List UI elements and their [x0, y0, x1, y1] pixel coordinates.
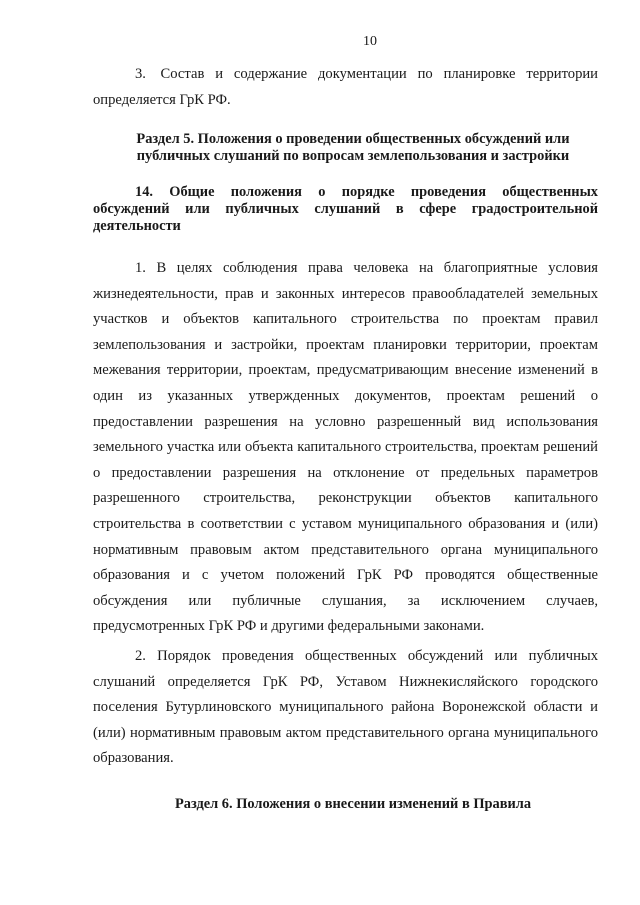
section-6-heading: Раздел 6. Положения о внесении изменений в Правила — [174, 796, 532, 812]
section-5-heading: Раздел 5. Положения о проведении общественных обсуждений или публичных слушаний по вопросам землепользования и застройки — [136, 131, 570, 164]
item-3-paragraph: 3. Состав и содержание документации по планировке территории определяется ГрК РФ. — [93, 66, 598, 108]
page-number: 10 — [363, 34, 377, 49]
article-14-heading: 14. Общие положения о порядке проведения общественных обсуждений или публичных слушаний в сфере градостроительной деятельности — [93, 184, 598, 234]
paragraph-2: 2. Порядок проведения общественных обсуждений или публичных слушаний определяется ГрК РФ, Уставом Нижнекисляйского городского поселения Бутурлиновского муниципального района Воронежской области и (или) нормативным правовым актом представительного органа муниципального образования. — [93, 648, 598, 767]
paragraph-1: 1. В целях соблюдения права человека на благоприятные условия жизнедеятельности, прав и законных интересов правообладателей земельных участков и объектов капитального строительства по проектам правил землепользования и застройки, проектам планировки территории, проектам межевания территории, проектам, предусматривающим внесение изменений в один из указанных утвержденных документов, проектам решений о предоставлении разрешения на условно разрешенный вид использования земельного участка или объекта капитального строительства, проектам решений о предоставлении разрешения на отклонение от предельных параметров разрешенного строительства, реконструкции объектов капитального строительства в соответствии с уставом муниципального образования и (или) нормативным правовым актом представительного органа муниципального образования и с учетом положений ГрК РФ проводятся общественные обсуждения или публичные слушания, за исключением случаев, предусмотренных ГрК РФ и другими федеральными законами. — [93, 260, 598, 635]
